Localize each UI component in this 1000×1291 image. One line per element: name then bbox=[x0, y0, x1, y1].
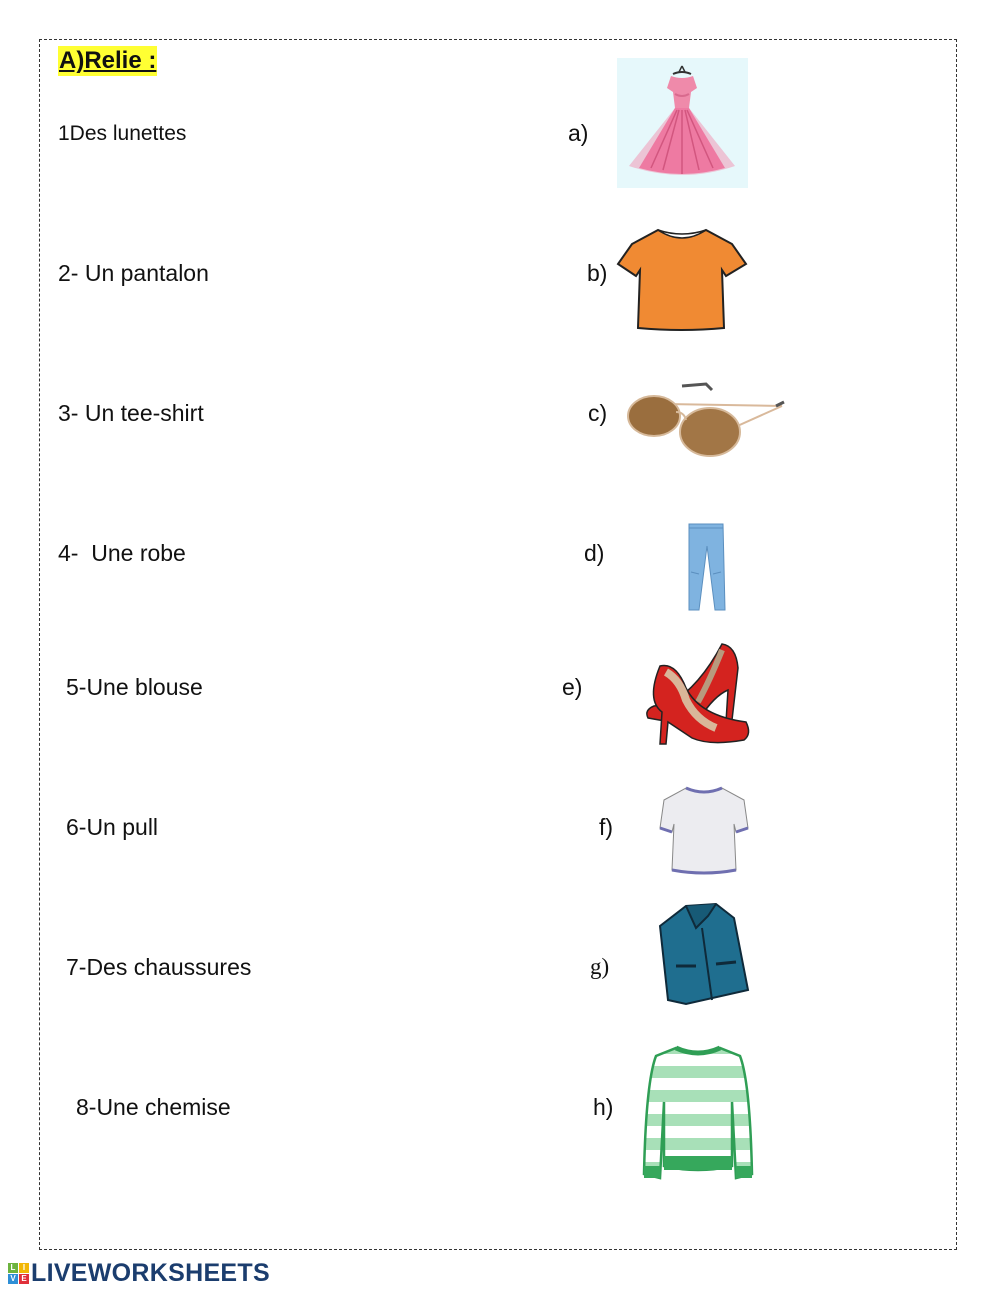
logo-letter-l: L bbox=[8, 1263, 18, 1273]
choice-d-letter: d) bbox=[584, 540, 605, 566]
striped-sweater-icon bbox=[640, 1042, 756, 1184]
red-high-heels-icon bbox=[640, 640, 754, 752]
exercise-title: A)Relie : bbox=[59, 47, 157, 74]
choice-g-letter: g) bbox=[590, 954, 610, 979]
item-6: 6-Un pull bbox=[66, 814, 159, 840]
choice-c-letter: c) bbox=[588, 400, 608, 426]
white-blouse-icon bbox=[656, 784, 752, 876]
choice-a-letter: a) bbox=[568, 120, 589, 146]
logo-letter-i: I bbox=[19, 1263, 29, 1273]
choice-e-letter: e) bbox=[562, 674, 583, 700]
sunglasses-icon bbox=[626, 376, 788, 462]
item-2: 2- Un pantalon bbox=[58, 260, 209, 286]
item-3: 3- Un tee-shirt bbox=[58, 400, 204, 426]
item-1: 1Des lunettes bbox=[58, 122, 187, 145]
item-5: 5-Une blouse bbox=[66, 674, 203, 700]
logo-icon bbox=[8, 1263, 29, 1284]
item-4: 4- Une robe bbox=[58, 540, 186, 566]
logo-letter-v: V bbox=[8, 1274, 18, 1284]
worksheet-frame bbox=[39, 39, 957, 1250]
choice-b-letter: b) bbox=[587, 260, 608, 286]
folded-shirt-icon bbox=[656, 900, 750, 1008]
choice-f-letter: f) bbox=[599, 814, 614, 840]
item-8: 8-Une chemise bbox=[76, 1094, 231, 1120]
jeans-icon bbox=[685, 522, 727, 612]
brand-name: LIVEWORKSHEETS bbox=[31, 1258, 270, 1287]
liveworksheets-logo bbox=[8, 1259, 270, 1287]
choice-h-letter: h) bbox=[593, 1094, 614, 1120]
item-7: 7-Des chaussures bbox=[66, 954, 252, 980]
orange-tshirt-icon bbox=[616, 224, 748, 332]
pink-dress-icon bbox=[617, 58, 748, 188]
logo-letter-e: E bbox=[19, 1274, 29, 1284]
